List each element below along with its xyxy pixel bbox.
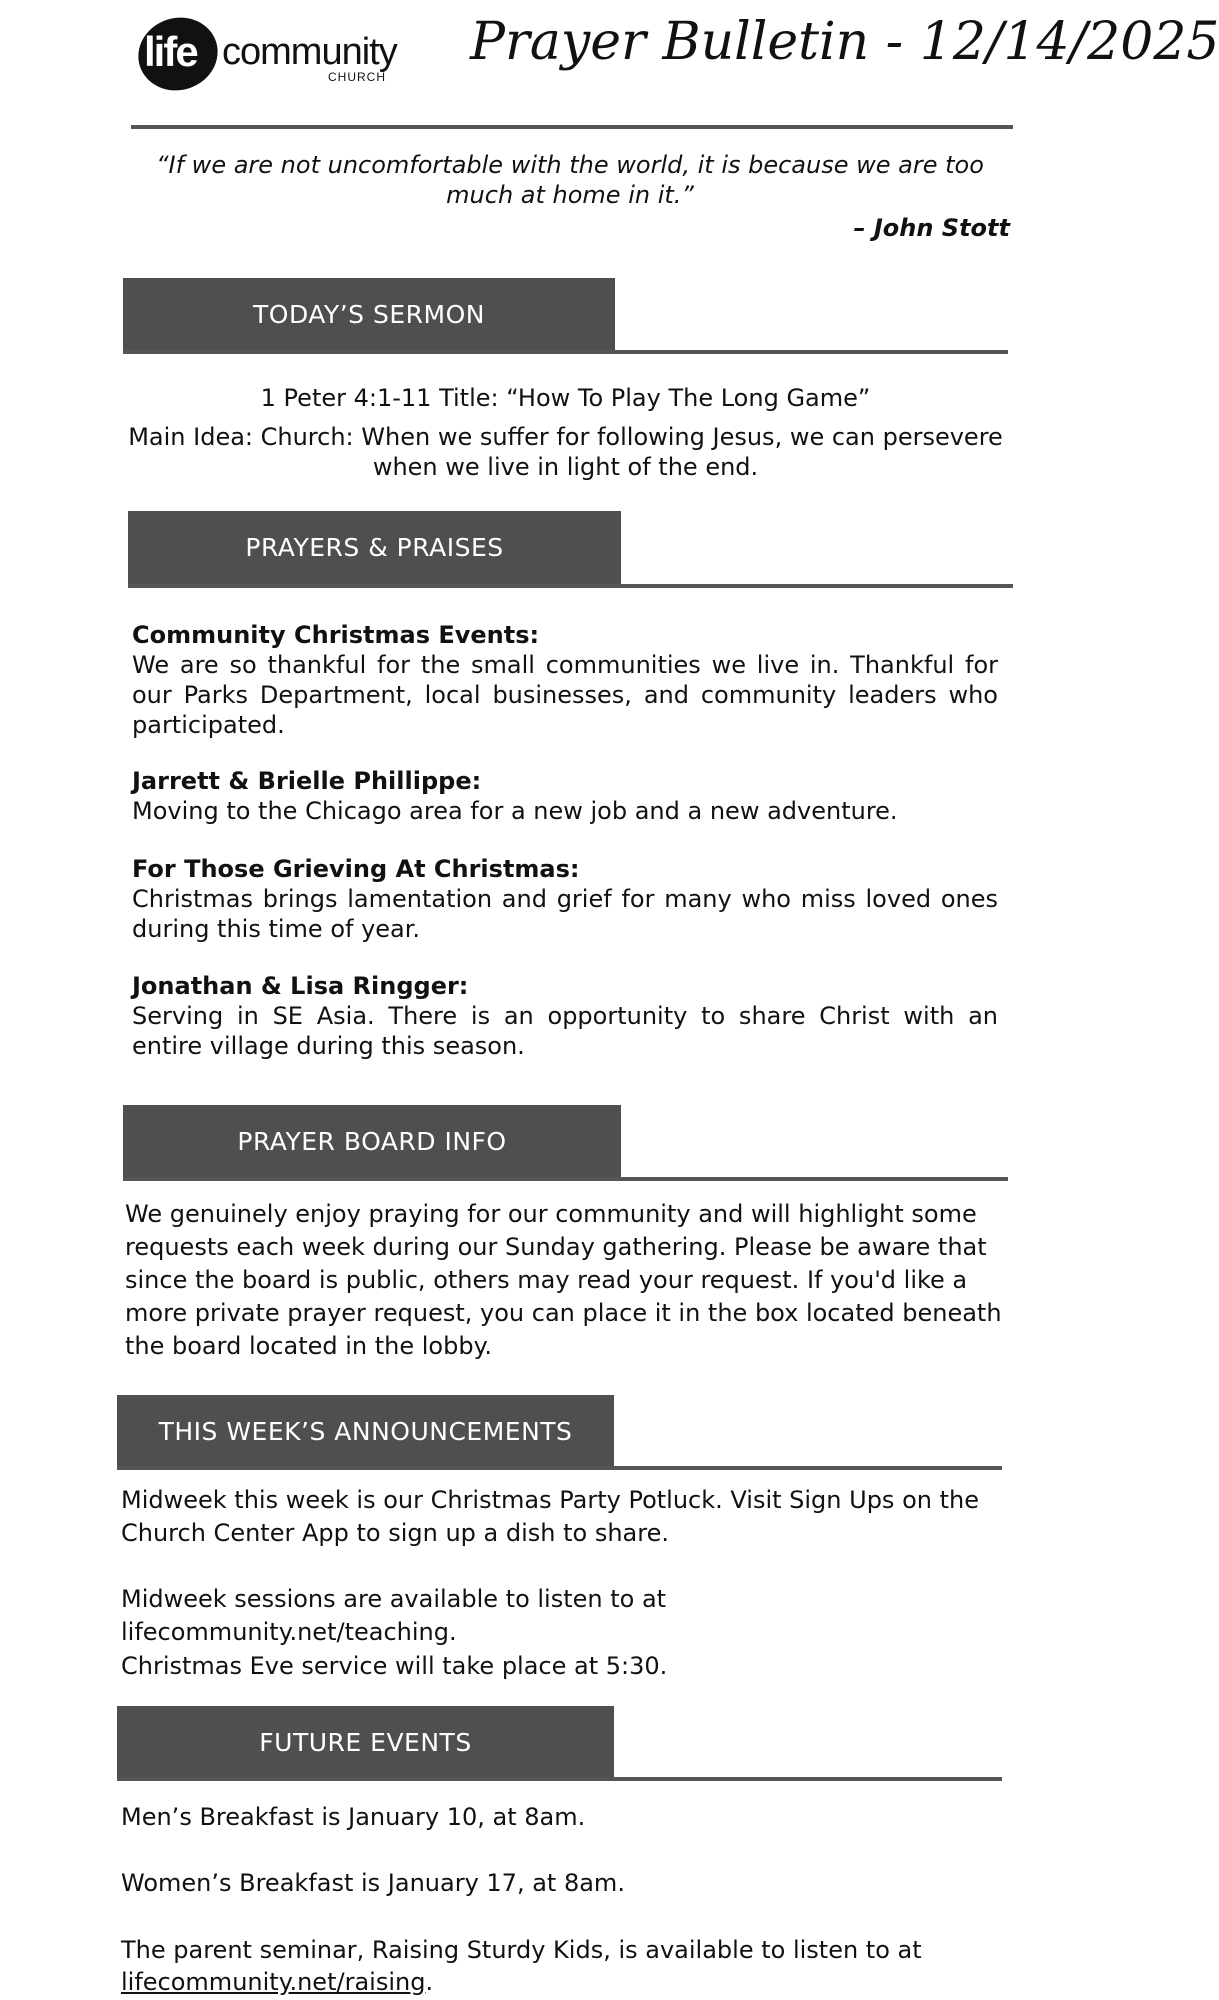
prayer-item: [132, 620, 998, 740]
seminar-link[interactable]: lifecommunity.net/raising: [121, 1968, 426, 1996]
sermon-main-idea: Main Idea: Church: When we suffer for following Jesus, we can persevere when we live in light of the end.: [128, 423, 1003, 481]
event-item: Women’s Breakfast is January 17, at 8am.: [121, 1869, 625, 1897]
prayer-board-text: We genuinely enjoy praying for our community and will highlight some requests each week during our Sunday gathering. Please be aware that since the board is public, others may read your request. If you'd like a more private prayer request, you can place it in the box located beneath the board located in the lobby.: [125, 1200, 1002, 1360]
section-rule-future-events: [117, 1777, 1002, 1781]
church-logo: [138, 18, 408, 90]
bulletin-title: Prayer Bulletin - 12/14/2025: [470, 12, 1219, 72]
quote-author: – John Stott: [853, 214, 1010, 242]
section-header-announcements: THIS WEEK’S ANNOUNCEMENTS: [117, 1395, 614, 1469]
sermon-passage: 1 Peter 4:1-11 Title: “How To Play The Long Game”: [260, 384, 871, 412]
section-rule-sermon: [123, 350, 1008, 354]
quote-text: “If we are not uncomfortable with the world, it is because we are too much at home in it.”: [156, 151, 984, 209]
prayer-item-text: Serving in SE Asia. There is an opportunity to share Christ with an entire village during this season.: [132, 1002, 998, 1060]
section-header-prayer-board: PRAYER BOARD INFO: [123, 1105, 621, 1179]
prayer-item-title: Jonathan & Lisa Ringger:: [132, 972, 469, 1000]
logo-life-text: life: [144, 28, 197, 75]
section-rule-prayers: [128, 584, 1013, 588]
seminar-text: The parent seminar, Raising Sturdy Kids, is available to listen to at: [121, 1936, 922, 1964]
prayer-item: [132, 971, 998, 1061]
prayer-item-text: Moving to the Chicago area for a new job and a new adventure.: [132, 797, 898, 825]
seminar-end: .: [425, 1968, 434, 1996]
section-header-sermon: TODAY’S SERMON: [123, 278, 615, 352]
event-item: Men’s Breakfast is January 10, at 8am.: [121, 1803, 586, 1831]
section-header-future-events: FUTURE EVENTS: [117, 1706, 614, 1780]
event-item-seminar: [121, 1934, 1001, 1998]
prayer-item-text: We are so thankful for the small communities we live in. Thankful for our Parks Department, local businesses, and community leaders who participated.: [132, 651, 998, 739]
prayer-item: [132, 854, 998, 944]
prayer-item-text: Christmas brings lamentation and grief for many who miss loved ones during this time of year.: [132, 885, 998, 943]
header-divider: [131, 125, 1013, 129]
announcement-item: Midweek sessions are available to listen to at lifecommunity.net/teaching.: [121, 1585, 667, 1646]
prayer-item-title: Community Christmas Events:: [132, 621, 540, 649]
logo-community-text: community: [222, 31, 397, 73]
announcement-item: Christmas Eve service will take place at 5:30.: [121, 1652, 668, 1680]
section-header-prayers: PRAYERS & PRAISES: [128, 511, 621, 585]
section-rule-prayer-board: [123, 1177, 1008, 1181]
section-rule-announcements: [117, 1466, 1002, 1470]
logo-church-text: CHURCH: [328, 70, 386, 84]
announcement-item: Midweek this week is our Christmas Party Potluck. Visit Sign Ups on the Church Center App to sign up a dish to share.: [121, 1486, 979, 1547]
prayer-item-title: Jarrett & Brielle Phillippe:: [132, 767, 482, 795]
prayer-item-title: For Those Grieving At Christmas:: [132, 855, 580, 883]
prayer-item: [132, 766, 998, 826]
